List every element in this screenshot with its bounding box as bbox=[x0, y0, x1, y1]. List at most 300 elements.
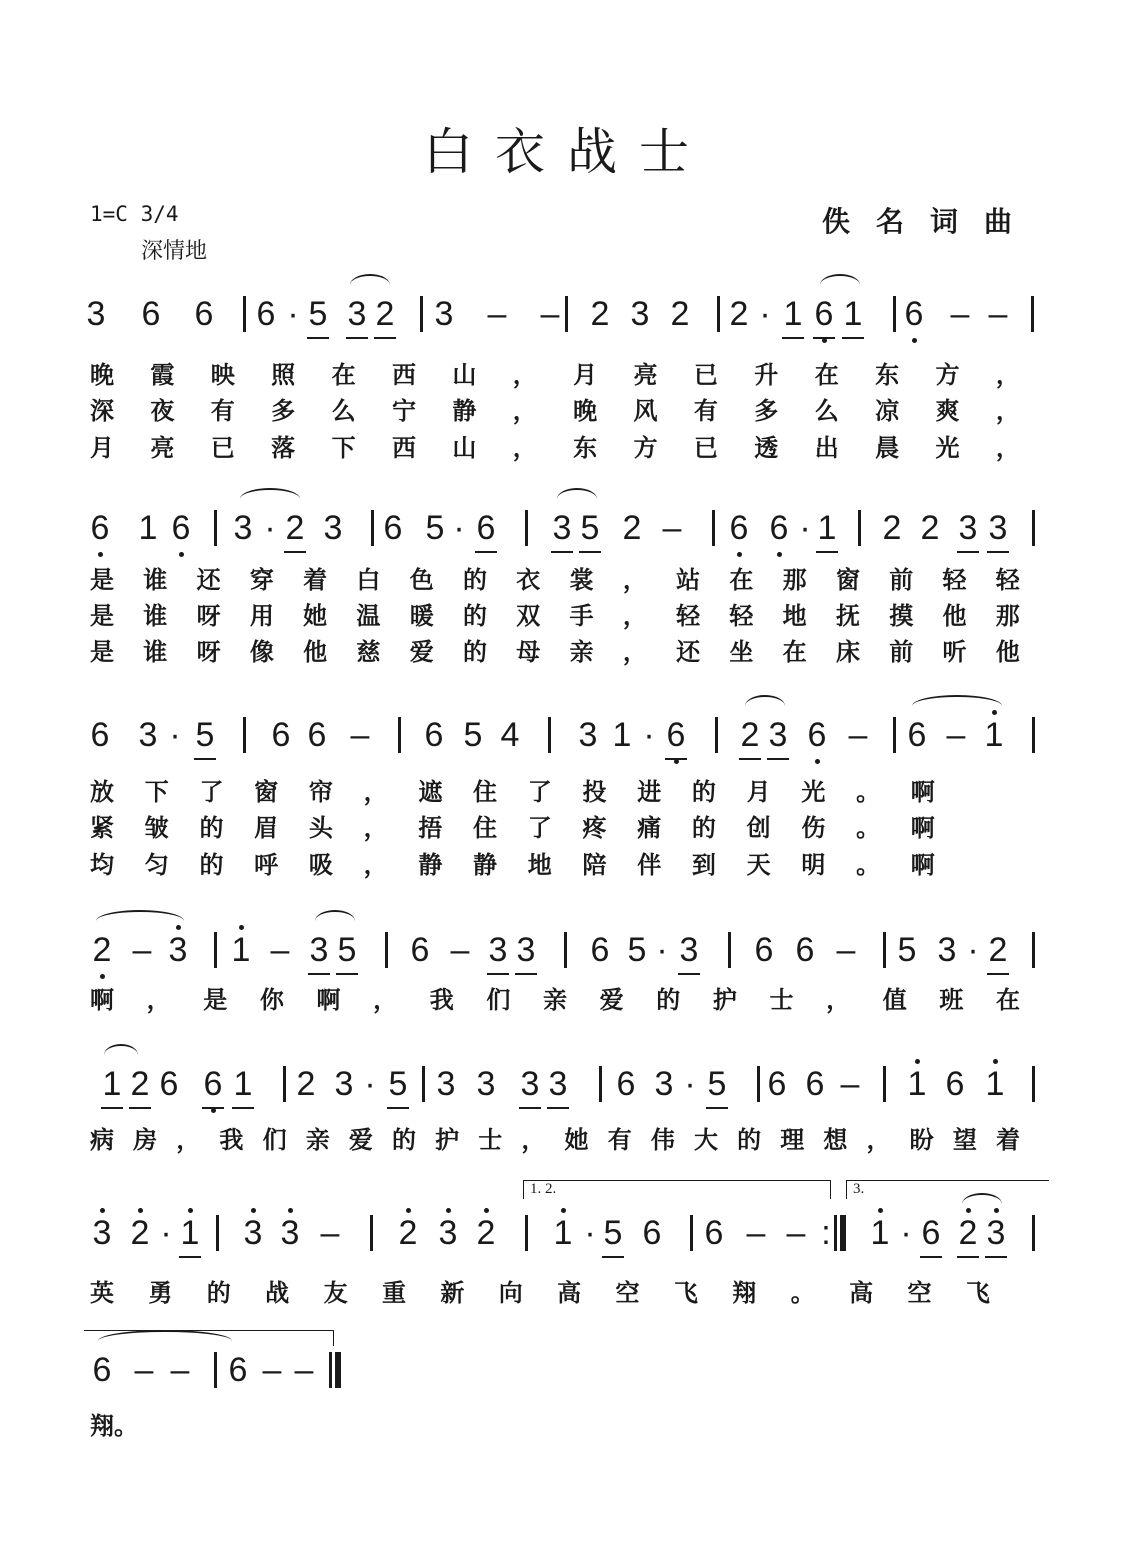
lyric-char: 还 bbox=[676, 637, 701, 666]
lyric-char: 静 bbox=[473, 850, 498, 879]
lyric-char: 已 bbox=[693, 433, 718, 462]
lyric-char: 是 bbox=[90, 565, 114, 594]
lyric-char: 山 bbox=[452, 360, 477, 389]
lyric-char: 映 bbox=[210, 360, 235, 389]
lyric-char: 亮 bbox=[150, 433, 175, 462]
note: 2 bbox=[622, 509, 642, 547]
barline bbox=[893, 296, 896, 332]
lyric-char: 那 bbox=[995, 601, 1020, 630]
barline bbox=[548, 717, 551, 753]
final-barline bbox=[840, 1215, 846, 1251]
lyric-char: 啊 bbox=[910, 813, 935, 842]
dash: – bbox=[836, 931, 856, 969]
lyric-line-2-verse-2 bbox=[90, 596, 1020, 631]
lyric-char: 房 bbox=[133, 1125, 158, 1154]
barline bbox=[883, 932, 886, 968]
lyric-char: 方 bbox=[935, 360, 960, 389]
note: 2 bbox=[729, 295, 749, 333]
barline bbox=[398, 717, 401, 753]
note: 3 bbox=[654, 1065, 674, 1103]
lyric-line-5 bbox=[90, 1120, 1020, 1155]
lyric-char: 伟 bbox=[650, 1125, 675, 1154]
lyric-char: ， bbox=[512, 433, 537, 462]
augment-dot: · bbox=[584, 1214, 596, 1252]
barline bbox=[834, 1215, 837, 1251]
note: 6 bbox=[767, 1065, 787, 1103]
barline bbox=[525, 510, 528, 546]
note: 2 bbox=[590, 295, 610, 333]
lyric-char: 抚 bbox=[835, 601, 860, 630]
lyric-char: ， bbox=[866, 1125, 891, 1154]
lyric-char: 听 bbox=[942, 637, 967, 666]
lyric-char: 多 bbox=[754, 396, 779, 425]
note: 3 bbox=[167, 930, 189, 970]
note: 3 bbox=[233, 509, 253, 547]
high-octave-dot bbox=[484, 1208, 489, 1213]
high-octave-dot bbox=[446, 1208, 451, 1213]
note: 2 bbox=[670, 295, 690, 333]
dash: – bbox=[320, 1214, 340, 1252]
lyric-char: 住 bbox=[473, 777, 498, 806]
lyric-char: 已 bbox=[210, 433, 235, 462]
barline bbox=[243, 296, 246, 332]
note: 5 bbox=[603, 1214, 623, 1252]
note: 1 bbox=[552, 1213, 574, 1253]
lyric-char: 手 bbox=[569, 601, 594, 630]
lyric-char: 西 bbox=[391, 433, 416, 462]
slur bbox=[820, 274, 860, 296]
note: 6 bbox=[665, 715, 687, 755]
tempo-mark: 深情地 bbox=[141, 239, 208, 264]
barline bbox=[1032, 932, 1035, 968]
lyric-char: 轻 bbox=[995, 565, 1020, 594]
low-octave-dot bbox=[674, 759, 679, 764]
note: 6 bbox=[728, 508, 750, 548]
note: 6 bbox=[89, 508, 111, 548]
dash: – bbox=[786, 1214, 806, 1252]
lyric-char: 有 bbox=[210, 396, 235, 425]
lyric-char: 了 bbox=[527, 777, 552, 806]
note: : bbox=[821, 1214, 831, 1252]
note: 3 bbox=[552, 509, 572, 547]
high-octave-dot bbox=[239, 925, 244, 930]
lyric-char: 了 bbox=[527, 813, 552, 842]
note: 2 bbox=[957, 1213, 979, 1253]
lyric-char: 。 bbox=[790, 1278, 815, 1307]
lyric-char: 空 bbox=[907, 1278, 932, 1307]
dash: – bbox=[540, 295, 560, 333]
lyric-char: 方 bbox=[633, 433, 658, 462]
dash: – bbox=[848, 716, 868, 754]
lyric-char: 有 bbox=[607, 1125, 632, 1154]
lyric-char: 衣 bbox=[516, 565, 541, 594]
lyric-char: 理 bbox=[780, 1125, 805, 1154]
augment-dot: · bbox=[643, 716, 655, 754]
lyric-char: 护 bbox=[435, 1125, 460, 1154]
high-octave-dot bbox=[188, 1208, 193, 1213]
lyric-char: ， bbox=[363, 777, 388, 806]
barline bbox=[883, 1066, 886, 1102]
note: 6 bbox=[271, 716, 291, 754]
low-octave-dot bbox=[822, 338, 827, 343]
lyric-char: 病 bbox=[90, 1125, 114, 1154]
barline bbox=[385, 932, 388, 968]
lyric-char: 痛 bbox=[637, 813, 662, 842]
low-octave-dot bbox=[211, 1108, 216, 1113]
low-octave-dot bbox=[100, 974, 105, 979]
low-octave-dot bbox=[815, 759, 820, 764]
lyric-char: 想 bbox=[823, 1125, 848, 1154]
note: 3 bbox=[937, 931, 957, 969]
lyric-char: 爱 bbox=[348, 1125, 373, 1154]
lyric-char: 的 bbox=[391, 1125, 416, 1154]
lyric-char: 的 bbox=[462, 565, 487, 594]
dash: – bbox=[270, 931, 290, 969]
lyric-char: 高 bbox=[557, 1278, 582, 1307]
note: 6 bbox=[704, 1214, 724, 1252]
note: 6 bbox=[228, 1351, 248, 1389]
barline bbox=[564, 932, 567, 968]
lyric-char: 谁 bbox=[143, 565, 168, 594]
lyric-char: 的 bbox=[737, 1125, 762, 1154]
lyric-char: 我 bbox=[219, 1125, 244, 1154]
lyric-char: 地 bbox=[782, 601, 807, 630]
note: 3 bbox=[985, 1213, 1007, 1253]
note: 3 bbox=[279, 1213, 301, 1253]
barline bbox=[1032, 1066, 1035, 1102]
note: 3 bbox=[309, 931, 329, 969]
note: 6 bbox=[813, 294, 835, 334]
lyric-line-2-verse-1 bbox=[90, 560, 1020, 595]
barline bbox=[214, 1352, 217, 1388]
lyric-char: 东 bbox=[875, 360, 900, 389]
lyric-char: ， bbox=[826, 985, 851, 1014]
augment-dot: · bbox=[684, 1065, 696, 1103]
lyric-char: 谁 bbox=[143, 601, 168, 630]
lyric-char: 裳 bbox=[569, 565, 594, 594]
lyric-char: 大 bbox=[693, 1125, 718, 1154]
high-octave-dot bbox=[100, 1208, 105, 1213]
augment-dot: · bbox=[169, 716, 181, 754]
notation-line-5 bbox=[0, 1054, 1134, 1114]
note: 6 bbox=[159, 1065, 179, 1103]
note: 4 bbox=[500, 716, 520, 754]
high-octave-dot bbox=[561, 1208, 566, 1213]
barline bbox=[1032, 510, 1035, 546]
note: 3 bbox=[347, 295, 367, 333]
volta-3: 3. bbox=[846, 1180, 1049, 1199]
volta-1-2: 1. 2. bbox=[523, 1180, 831, 1199]
note: 3 bbox=[768, 716, 788, 754]
barline bbox=[214, 510, 217, 546]
lyric-char: 窗 bbox=[254, 777, 279, 806]
lyric-char: 夜 bbox=[150, 396, 175, 425]
lyric-char: ， bbox=[512, 360, 537, 389]
note: 3 bbox=[434, 295, 454, 333]
lyric-char: 帘 bbox=[308, 777, 333, 806]
note: 5 bbox=[463, 716, 483, 754]
lyric-char: 光 bbox=[801, 777, 826, 806]
note: 6 bbox=[805, 1065, 825, 1103]
barline bbox=[371, 510, 374, 546]
lyric-char: 在 bbox=[996, 985, 1020, 1014]
note: 2 bbox=[91, 930, 113, 970]
barline bbox=[214, 932, 217, 968]
note: 6 bbox=[424, 716, 444, 754]
note: 3 bbox=[578, 716, 598, 754]
note: 3 bbox=[476, 1065, 496, 1103]
dash: – bbox=[262, 1351, 282, 1389]
note: 2 bbox=[375, 295, 395, 333]
barline bbox=[757, 1066, 760, 1102]
barline bbox=[370, 1215, 373, 1251]
augment-dot: · bbox=[967, 931, 979, 969]
note: 6 bbox=[903, 294, 925, 334]
dash: – bbox=[662, 509, 682, 547]
final-barline bbox=[335, 1352, 341, 1388]
lyric-char: 。 bbox=[856, 813, 881, 842]
lyric-char: ， bbox=[622, 637, 647, 666]
high-octave-dot bbox=[406, 1208, 411, 1213]
note: 6 bbox=[307, 716, 327, 754]
lyric-char: 西 bbox=[391, 360, 416, 389]
low-octave-dot bbox=[737, 552, 742, 557]
barline bbox=[1031, 296, 1034, 332]
lyric-char: 他 bbox=[303, 637, 328, 666]
lyric-char: 亲 bbox=[543, 985, 567, 1014]
note: 6 bbox=[590, 931, 610, 969]
lyric-char: 投 bbox=[582, 777, 607, 806]
lyric-char: 亮 bbox=[633, 360, 658, 389]
lyric-char: 在 bbox=[729, 565, 754, 594]
lyric-char: 英 bbox=[90, 1278, 114, 1307]
lyric-char: 她 bbox=[303, 601, 328, 630]
augment-dot: · bbox=[453, 509, 465, 547]
lyric-char: 着 bbox=[995, 1125, 1020, 1154]
lyric-line-1-verse-2 bbox=[90, 391, 1020, 426]
lyric-char: 陪 bbox=[582, 850, 607, 879]
lyric-char: 他 bbox=[942, 601, 967, 630]
note: 1 bbox=[843, 295, 863, 333]
dash: – bbox=[170, 1351, 190, 1389]
barline bbox=[1032, 1215, 1035, 1251]
lyric-char: ， bbox=[622, 565, 647, 594]
note: 1 bbox=[983, 715, 1005, 755]
note: 1 bbox=[179, 1213, 201, 1253]
lyric-line-3-verse-3 bbox=[90, 845, 935, 880]
note: 2 bbox=[129, 1213, 151, 1253]
lyric-char: ， bbox=[995, 396, 1020, 425]
note: 6 bbox=[92, 1351, 112, 1389]
lyric-char: 是 bbox=[90, 637, 114, 666]
note: 3 bbox=[488, 931, 508, 969]
lyric-char: 士 bbox=[478, 1125, 503, 1154]
lyric-char: 晚 bbox=[573, 396, 598, 425]
note: 3 bbox=[437, 1213, 459, 1253]
low-octave-dot bbox=[912, 338, 917, 343]
lyric-line-6 bbox=[90, 1273, 990, 1308]
lyric-char: 母 bbox=[516, 637, 541, 666]
note: 6 bbox=[256, 295, 276, 333]
lyric-char: 宁 bbox=[391, 396, 416, 425]
slur bbox=[96, 910, 184, 932]
lyric-char: 的 bbox=[462, 637, 487, 666]
lyric-char: 静 bbox=[418, 850, 443, 879]
lyric-char: 创 bbox=[746, 813, 771, 842]
lyric-char: 疼 bbox=[582, 813, 607, 842]
lyric-line-3-verse-1 bbox=[90, 772, 935, 807]
dash: – bbox=[134, 1351, 154, 1389]
low-octave-dot bbox=[777, 552, 782, 557]
notation-line-3 bbox=[0, 705, 1134, 765]
lyric-char: 静 bbox=[452, 396, 477, 425]
lyric-char: 住 bbox=[473, 813, 498, 842]
notation-line-7 bbox=[0, 1340, 1134, 1400]
lyric-char: 光 bbox=[935, 433, 960, 462]
lyric-char: 战 bbox=[265, 1278, 290, 1307]
barline bbox=[420, 296, 423, 332]
barline bbox=[422, 1066, 425, 1102]
volta-bracket-end bbox=[333, 1330, 334, 1346]
note: 2 bbox=[296, 1065, 316, 1103]
lyric-char: 爱 bbox=[409, 637, 434, 666]
barline bbox=[1032, 717, 1035, 753]
lyric-char: 。 bbox=[856, 850, 881, 879]
note: 1 bbox=[783, 295, 803, 333]
lyric-char: 么 bbox=[814, 396, 839, 425]
lyric-char: 班 bbox=[939, 985, 964, 1014]
dash: – bbox=[950, 295, 970, 333]
lyric-char: 凉 bbox=[875, 396, 900, 425]
lyric-char: 爱 bbox=[599, 985, 624, 1014]
lyric-char: 晨 bbox=[875, 433, 900, 462]
barline bbox=[525, 1215, 528, 1251]
lyric-char: 友 bbox=[323, 1278, 348, 1307]
note: 5 bbox=[425, 509, 445, 547]
barline bbox=[858, 510, 861, 546]
lyric-char: 呼 bbox=[254, 850, 279, 879]
note: 6 bbox=[921, 1214, 941, 1252]
lyric-char: 是 bbox=[203, 985, 228, 1014]
augment-dot: · bbox=[759, 295, 771, 333]
high-octave-dot bbox=[176, 925, 181, 930]
dash: – bbox=[132, 931, 152, 969]
lyric-char: 。 bbox=[114, 1411, 138, 1440]
note: 3 bbox=[630, 295, 650, 333]
augment-dot: · bbox=[264, 509, 276, 547]
lyric-char: 进 bbox=[637, 777, 662, 806]
lyric-char: 啊 bbox=[316, 985, 341, 1014]
key-signature: 1=C 3/4 bbox=[90, 202, 179, 226]
note: 3 bbox=[242, 1213, 264, 1253]
lyric-char: 飞 bbox=[965, 1278, 990, 1307]
high-octave-dot bbox=[993, 1059, 998, 1064]
augment-dot: · bbox=[900, 1214, 912, 1252]
note: 6 bbox=[795, 931, 815, 969]
note: 1 bbox=[984, 1064, 1006, 1104]
lyric-char: 的 bbox=[656, 985, 681, 1014]
lyric-char: 用 bbox=[249, 601, 274, 630]
lyric-char: 轻 bbox=[942, 565, 967, 594]
song-title: 白衣战士 bbox=[423, 123, 711, 181]
lyric-char: 升 bbox=[754, 360, 779, 389]
lyric-char: 呀 bbox=[196, 601, 221, 630]
notation-line-1 bbox=[0, 284, 1134, 344]
slur bbox=[315, 910, 355, 932]
lyric-char: 他 bbox=[995, 637, 1020, 666]
slur bbox=[350, 274, 390, 296]
lyric-char: ， bbox=[373, 985, 398, 1014]
note: 2 bbox=[740, 716, 760, 754]
lyric-char: 在 bbox=[814, 360, 839, 389]
note: 2 bbox=[920, 509, 940, 547]
lyric-char: ， bbox=[512, 396, 537, 425]
low-octave-dot bbox=[98, 552, 103, 557]
lyric-char: 士 bbox=[769, 985, 794, 1014]
note: 5 bbox=[627, 931, 647, 969]
lyric-char: 飞 bbox=[673, 1278, 698, 1307]
note: 1 bbox=[612, 716, 632, 754]
lyric-char: 床 bbox=[835, 637, 860, 666]
barline bbox=[728, 932, 731, 968]
dash: – bbox=[450, 931, 470, 969]
lyric-char: 出 bbox=[814, 433, 839, 462]
note: 5 bbox=[308, 295, 328, 333]
dash: – bbox=[746, 1214, 766, 1252]
lyric-char: 空 bbox=[615, 1278, 640, 1307]
slur bbox=[745, 695, 785, 717]
lyric-char: 。 bbox=[856, 777, 881, 806]
barline bbox=[715, 717, 718, 753]
lyric-char: 新 bbox=[440, 1278, 465, 1307]
note: 6 bbox=[754, 931, 774, 969]
dash: – bbox=[294, 1351, 314, 1389]
augment-dot: · bbox=[364, 1065, 376, 1103]
lyric-char: 皱 bbox=[144, 813, 169, 842]
lyric-char: ， bbox=[176, 1125, 201, 1154]
note: 6 bbox=[642, 1214, 662, 1252]
lyric-char: 放 bbox=[90, 777, 114, 806]
barline bbox=[565, 296, 568, 332]
lyric-char: 的 bbox=[199, 850, 224, 879]
lyric-char: 摸 bbox=[889, 601, 914, 630]
lyric-char: 盼 bbox=[909, 1125, 934, 1154]
barline bbox=[283, 1066, 286, 1102]
lyric-char: 呀 bbox=[196, 637, 221, 666]
note: 6 bbox=[170, 508, 192, 548]
note: 3 bbox=[334, 1065, 354, 1103]
lyric-char: 亲 bbox=[305, 1125, 330, 1154]
augment-dot: · bbox=[287, 295, 299, 333]
lyric-char: 值 bbox=[882, 985, 907, 1014]
high-octave-dot bbox=[288, 1208, 293, 1213]
lyric-char: 前 bbox=[889, 565, 914, 594]
lyric-char: 暖 bbox=[409, 601, 434, 630]
lyric-char: 温 bbox=[356, 601, 381, 630]
lyric-char: 月 bbox=[746, 777, 771, 806]
lyric-char: 月 bbox=[573, 360, 598, 389]
note: 3 bbox=[958, 509, 978, 547]
lyric-char: 是 bbox=[90, 601, 114, 630]
barline bbox=[717, 296, 720, 332]
lyric-char: 的 bbox=[462, 601, 487, 630]
lyric-char: 深 bbox=[90, 396, 114, 425]
lyric-char: 头 bbox=[308, 813, 333, 842]
barline bbox=[243, 717, 246, 753]
note: 3 bbox=[516, 931, 536, 969]
note: 3 bbox=[91, 1213, 113, 1253]
slur bbox=[912, 695, 1002, 717]
